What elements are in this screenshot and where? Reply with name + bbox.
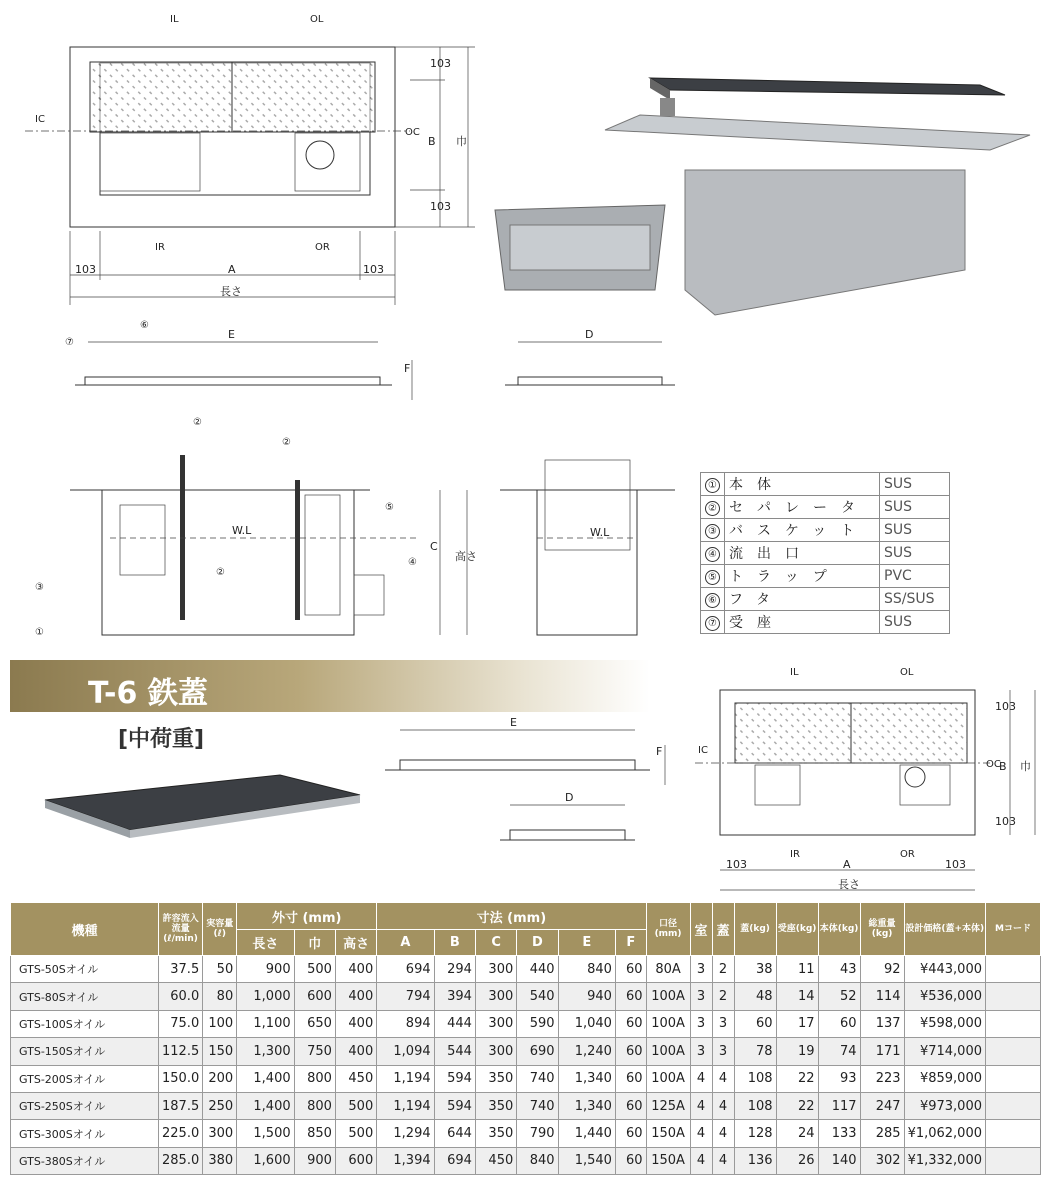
- parts-row: [701, 611, 950, 634]
- spec-cell: 100A: [646, 1010, 690, 1037]
- spec-cell: 1,394: [377, 1147, 434, 1174]
- callout-5: ⑤: [385, 502, 394, 513]
- spec-row: [11, 983, 1041, 1010]
- banner-title: T-6 鉄蓋: [88, 676, 208, 711]
- part-name: 受座: [725, 611, 880, 634]
- plan-view-top: [20, 5, 490, 305]
- spec-cell: 350: [475, 1120, 516, 1147]
- spec-cell: 1,294: [377, 1120, 434, 1147]
- model-cell: GTS-150Sオイル: [11, 1038, 159, 1065]
- spec-cell: 594: [434, 1065, 475, 1092]
- spec-cell: 24: [776, 1120, 818, 1147]
- th-seat-kg: 受座(kg): [776, 903, 818, 956]
- spec-cell: 92: [860, 956, 904, 983]
- dim-length: 長さ: [220, 285, 242, 298]
- spec-cell: 60: [615, 1065, 646, 1092]
- spec-cell: 80: [203, 983, 237, 1010]
- spec-cell: 300: [203, 1120, 237, 1147]
- spec-cell: 794: [377, 983, 434, 1010]
- dim-b-lower: B: [999, 760, 1007, 773]
- dim-a: A: [228, 263, 236, 276]
- spec-cell: [986, 956, 1041, 983]
- dim-d-top: D: [585, 328, 594, 341]
- spec-cell: 60: [615, 983, 646, 1010]
- part-number: ④: [705, 547, 720, 562]
- section-view-short: [495, 455, 685, 640]
- parts-row: [701, 565, 950, 588]
- spec-cell: 790: [517, 1120, 558, 1147]
- th-a: A: [377, 930, 434, 956]
- spec-cell: 840: [558, 956, 615, 983]
- spec-cell: 594: [434, 1092, 475, 1119]
- th-body-kg: 本体(kg): [818, 903, 860, 956]
- product-photo: [485, 60, 1045, 320]
- label-wl-short: W.L: [590, 526, 610, 539]
- spec-cell: [986, 983, 1041, 1010]
- th-total-kg: 総重量(kg): [860, 903, 904, 956]
- dim-f-lid: F: [656, 745, 663, 758]
- label-ir-lower: IR: [790, 849, 800, 860]
- spec-cell: 1,194: [377, 1065, 434, 1092]
- spec-row: [11, 956, 1041, 983]
- spec-cell: 2: [712, 983, 734, 1010]
- spec-cell: 136: [734, 1147, 776, 1174]
- th-bore: 口径(mm): [646, 903, 690, 956]
- spec-cell: ¥859,000: [904, 1065, 985, 1092]
- part-number: ⑤: [705, 570, 720, 585]
- spec-cell: 4: [690, 1092, 712, 1119]
- label-wl-long: W.L: [232, 524, 252, 537]
- spec-cell: 3: [690, 956, 712, 983]
- spec-cell: 140: [818, 1147, 860, 1174]
- dim-103-top: 103: [430, 57, 451, 70]
- spec-cell: 26: [776, 1147, 818, 1174]
- spec-cell: 894: [377, 1010, 434, 1037]
- model-cell: GTS-380Sオイル: [11, 1147, 159, 1174]
- spec-cell: 171: [860, 1038, 904, 1065]
- callout-3: ③: [35, 582, 44, 593]
- spec-cell: 150A: [646, 1120, 690, 1147]
- dim-b: B: [428, 135, 436, 148]
- spec-cell: 850: [294, 1120, 335, 1147]
- spec-cell: 694: [434, 1147, 475, 1174]
- callout-6: ⑥: [140, 320, 149, 331]
- part-number: ②: [705, 501, 720, 516]
- spec-cell: 4: [712, 1120, 734, 1147]
- spec-cell: 400: [335, 983, 376, 1010]
- th-capacity: 実容量(ℓ): [203, 903, 237, 956]
- dim-f: F: [404, 362, 411, 375]
- label-ol: OL: [310, 14, 324, 25]
- th-lid-count: 蓋: [712, 903, 734, 956]
- spec-cell: 38: [734, 956, 776, 983]
- spec-cell: 500: [335, 1092, 376, 1119]
- spec-cell: 19: [776, 1038, 818, 1065]
- spec-cell: 60: [615, 1120, 646, 1147]
- spec-row: [11, 1038, 1041, 1065]
- spec-cell: 400: [335, 956, 376, 983]
- spec-cell: 128: [734, 1120, 776, 1147]
- model-cell: GTS-80Sオイル: [11, 983, 159, 1010]
- th-d: D: [517, 930, 558, 956]
- spec-cell: 1,240: [558, 1038, 615, 1065]
- spec-cell: [986, 1065, 1041, 1092]
- spec-cell: 14: [776, 983, 818, 1010]
- part-material: SUS: [880, 611, 950, 634]
- spec-cell: 48: [734, 983, 776, 1010]
- part-number: ③: [705, 524, 720, 539]
- spec-cell: 900: [237, 956, 294, 983]
- spec-cell: 4: [712, 1065, 734, 1092]
- spec-cell: 800: [294, 1065, 335, 1092]
- spec-cell: 125A: [646, 1092, 690, 1119]
- spec-cell: ¥536,000: [904, 983, 985, 1010]
- spec-cell: 60: [615, 1038, 646, 1065]
- spec-cell: 223: [860, 1065, 904, 1092]
- spec-cell: ¥1,332,000: [904, 1147, 985, 1174]
- part-material: SUS: [880, 542, 950, 565]
- spec-cell: 380: [203, 1147, 237, 1174]
- spec-cell: 400: [335, 1038, 376, 1065]
- spec-cell: 3: [690, 1038, 712, 1065]
- label-oc: OC: [405, 127, 420, 138]
- dim-e-top: E: [228, 328, 235, 341]
- spec-cell: 17: [776, 1010, 818, 1037]
- spec-cell: ¥598,000: [904, 1010, 985, 1037]
- parts-row: [701, 588, 950, 611]
- model-cell: GTS-50Sオイル: [11, 956, 159, 983]
- spec-cell: 22: [776, 1065, 818, 1092]
- spec-cell: 940: [558, 983, 615, 1010]
- spec-cell: 4: [712, 1092, 734, 1119]
- spec-cell: 60: [615, 1010, 646, 1037]
- spec-cell: 1,600: [237, 1147, 294, 1174]
- side-view-d: [500, 320, 690, 410]
- spec-cell: 150A: [646, 1147, 690, 1174]
- dim-103-right: 103: [363, 263, 384, 276]
- dim-width: 巾: [456, 135, 467, 148]
- spec-cell: ¥443,000: [904, 956, 985, 983]
- spec-cell: 750: [294, 1038, 335, 1065]
- part-material: SUS: [880, 496, 950, 519]
- spec-cell: 60: [615, 956, 646, 983]
- spec-cell: 150: [203, 1038, 237, 1065]
- spec-cell: 300: [475, 983, 516, 1010]
- spec-cell: 117: [818, 1092, 860, 1119]
- spec-cell: 52: [818, 983, 860, 1010]
- spec-cell: 3: [690, 1010, 712, 1037]
- dim-d-lid: D: [565, 791, 574, 804]
- spec-row: [11, 1147, 1041, 1174]
- spec-cell: ¥973,000: [904, 1092, 985, 1119]
- spec-cell: 1,540: [558, 1147, 615, 1174]
- spec-cell: 108: [734, 1092, 776, 1119]
- part-material: SUS: [880, 519, 950, 542]
- spec-cell: 78: [734, 1038, 776, 1065]
- spec-cell: 1,094: [377, 1038, 434, 1065]
- model-cell: GTS-300Sオイル: [11, 1120, 159, 1147]
- spec-cell: 590: [517, 1010, 558, 1037]
- spec-cell: 394: [434, 983, 475, 1010]
- spec-cell: 690: [517, 1038, 558, 1065]
- parts-row: [701, 519, 950, 542]
- lid-view-e: [380, 715, 680, 795]
- spec-cell: 80A: [646, 956, 690, 983]
- parts-row: [701, 496, 950, 519]
- spec-cell: 350: [475, 1065, 516, 1092]
- dim-103-bottom: 103: [430, 200, 451, 213]
- dim-e-lid: E: [510, 716, 517, 729]
- dim-c: C: [430, 540, 438, 553]
- spec-cell: 11: [776, 956, 818, 983]
- spec-cell: 108: [734, 1065, 776, 1092]
- section-view-long: [30, 410, 480, 640]
- spec-cell: 285: [860, 1120, 904, 1147]
- spec-cell: 400: [335, 1010, 376, 1037]
- parts-row: [701, 542, 950, 565]
- dim-a-lower: A: [843, 858, 851, 871]
- spec-cell: 440: [517, 956, 558, 983]
- spec-cell: 300: [475, 1038, 516, 1065]
- spec-cell: [986, 1120, 1041, 1147]
- spec-cell: 294: [434, 956, 475, 983]
- spec-cell: 450: [475, 1147, 516, 1174]
- dim-103-lower-right: 103: [945, 858, 966, 871]
- callout-2c: ②: [216, 567, 225, 578]
- model-cell: GTS-250Sオイル: [11, 1092, 159, 1119]
- dim-height: 高さ: [455, 550, 477, 563]
- spec-cell: 1,340: [558, 1092, 615, 1119]
- plan-view-lower: [690, 655, 1045, 900]
- th-outer-l: 長さ: [237, 930, 294, 956]
- spec-row: [11, 1065, 1041, 1092]
- side-view-e: [60, 320, 440, 410]
- model-cell: GTS-200Sオイル: [11, 1065, 159, 1092]
- dim-103-lower-bottom: 103: [995, 815, 1016, 828]
- part-name: 本体: [725, 473, 880, 496]
- dim-length-lower: 長さ: [838, 878, 860, 891]
- th-price: 設計価格(蓋+本体): [904, 903, 985, 956]
- label-ir: IR: [155, 242, 165, 253]
- spec-cell: 247: [860, 1092, 904, 1119]
- dim-103-lower-left: 103: [726, 858, 747, 871]
- spec-row: [11, 1092, 1041, 1119]
- part-number: ①: [705, 478, 720, 493]
- spec-cell: 300: [475, 1010, 516, 1037]
- label-or-lower: OR: [900, 849, 915, 860]
- part-name: トラップ: [725, 565, 880, 588]
- spec-cell: 112.5: [159, 1038, 203, 1065]
- callout-2a: ②: [193, 417, 202, 428]
- th-outer: 外寸 (mm): [237, 903, 377, 930]
- label-or: OR: [315, 242, 330, 253]
- part-name: バスケット: [725, 519, 880, 542]
- spec-cell: 1,000: [237, 983, 294, 1010]
- spec-cell: 600: [335, 1147, 376, 1174]
- spec-cell: 200: [203, 1065, 237, 1092]
- spec-cell: 1,340: [558, 1065, 615, 1092]
- spec-cell: 1,400: [237, 1092, 294, 1119]
- spec-cell: 302: [860, 1147, 904, 1174]
- spec-cell: 60: [615, 1147, 646, 1174]
- parts-row: [701, 473, 950, 496]
- spec-cell: 540: [517, 983, 558, 1010]
- spec-cell: 74: [818, 1038, 860, 1065]
- spec-cell: [986, 1147, 1041, 1174]
- spec-cell: 4: [712, 1147, 734, 1174]
- th-e: E: [558, 930, 615, 956]
- spec-cell: 740: [517, 1092, 558, 1119]
- label-il: IL: [170, 14, 179, 25]
- callout-4: ④: [408, 557, 417, 568]
- part-material: PVC: [880, 565, 950, 588]
- th-outer-w: 巾: [294, 930, 335, 956]
- spec-cell: [986, 1010, 1041, 1037]
- spec-cell: 60.0: [159, 983, 203, 1010]
- part-number: ⑦: [705, 616, 720, 631]
- spec-cell: 694: [377, 956, 434, 983]
- part-name: フタ: [725, 588, 880, 611]
- spec-cell: 800: [294, 1092, 335, 1119]
- spec-cell: 2: [712, 956, 734, 983]
- dim-103-left: 103: [75, 263, 96, 276]
- spec-cell: 225.0: [159, 1120, 203, 1147]
- spec-cell: 500: [335, 1120, 376, 1147]
- spec-row: [11, 1010, 1041, 1037]
- th-f: F: [615, 930, 646, 956]
- th-b: B: [434, 930, 475, 956]
- section-banner: [10, 660, 650, 712]
- spec-cell: 60: [615, 1092, 646, 1119]
- callout-2b: ②: [282, 437, 291, 448]
- spec-cell: 114: [860, 983, 904, 1010]
- th-mcode: Mコード: [986, 903, 1041, 956]
- spec-cell: 600: [294, 983, 335, 1010]
- load-class: [中荷重]: [118, 727, 205, 752]
- label-oc-lower: OC: [986, 759, 1001, 770]
- label-ic-lower: IC: [698, 745, 708, 756]
- spec-cell: 22: [776, 1092, 818, 1119]
- spec-cell: 100: [203, 1010, 237, 1037]
- spec-cell: 100A: [646, 1038, 690, 1065]
- lid-photo: [40, 770, 370, 860]
- spec-cell: 3: [712, 1010, 734, 1037]
- spec-cell: 133: [818, 1120, 860, 1147]
- spec-cell: 187.5: [159, 1092, 203, 1119]
- spec-cell: 60: [734, 1010, 776, 1037]
- spec-cell: 1,440: [558, 1120, 615, 1147]
- spec-cell: 4: [690, 1147, 712, 1174]
- spec-table: [10, 902, 1041, 1175]
- callout-7: ⑦: [65, 337, 74, 348]
- spec-cell: 1,194: [377, 1092, 434, 1119]
- th-lid-kg: 蓋(kg): [734, 903, 776, 956]
- spec-cell: 43: [818, 956, 860, 983]
- dim-103-lower-top: 103: [995, 700, 1016, 713]
- spec-cell: 4: [690, 1120, 712, 1147]
- spec-cell: 1,400: [237, 1065, 294, 1092]
- spec-cell: 300: [475, 956, 516, 983]
- spec-cell: 350: [475, 1092, 516, 1119]
- spec-cell: 500: [294, 956, 335, 983]
- part-number: ⑥: [705, 593, 720, 608]
- spec-cell: ¥714,000: [904, 1038, 985, 1065]
- spec-cell: 60: [818, 1010, 860, 1037]
- spec-cell: 840: [517, 1147, 558, 1174]
- spec-cell: 50: [203, 956, 237, 983]
- dim-width-lower: 巾: [1020, 760, 1031, 773]
- spec-cell: [986, 1092, 1041, 1119]
- spec-cell: [986, 1038, 1041, 1065]
- part-material: SS/SUS: [880, 588, 950, 611]
- spec-cell: ¥1,062,000: [904, 1120, 985, 1147]
- spec-cell: 450: [335, 1065, 376, 1092]
- callout-1: ①: [35, 627, 44, 638]
- spec-cell: 250: [203, 1092, 237, 1119]
- spec-cell: 1,040: [558, 1010, 615, 1037]
- spec-cell: 75.0: [159, 1010, 203, 1037]
- model-cell: GTS-100Sオイル: [11, 1010, 159, 1037]
- spec-cell: 1,500: [237, 1120, 294, 1147]
- spec-cell: 100A: [646, 1065, 690, 1092]
- lid-view-d: [495, 790, 645, 850]
- spec-cell: 137: [860, 1010, 904, 1037]
- spec-cell: 37.5: [159, 956, 203, 983]
- th-c: C: [475, 930, 516, 956]
- spec-cell: 444: [434, 1010, 475, 1037]
- spec-cell: 93: [818, 1065, 860, 1092]
- parts-list: [700, 472, 950, 634]
- label-il-lower: IL: [790, 667, 799, 678]
- spec-cell: 4: [690, 1065, 712, 1092]
- spec-cell: 900: [294, 1147, 335, 1174]
- part-material: SUS: [880, 473, 950, 496]
- th-model: 機種: [11, 903, 159, 956]
- spec-cell: 3: [712, 1038, 734, 1065]
- spec-row: [11, 1120, 1041, 1147]
- spec-cell: 100A: [646, 983, 690, 1010]
- spec-cell: 1,300: [237, 1038, 294, 1065]
- spec-cell: 650: [294, 1010, 335, 1037]
- th-outer-h: 高さ: [335, 930, 376, 956]
- spec-cell: 740: [517, 1065, 558, 1092]
- spec-cell: 285.0: [159, 1147, 203, 1174]
- spec-cell: 644: [434, 1120, 475, 1147]
- part-name: 流出口: [725, 542, 880, 565]
- spec-cell: 150.0: [159, 1065, 203, 1092]
- th-room: 室: [690, 903, 712, 956]
- spec-cell: 1,100: [237, 1010, 294, 1037]
- spec-cell: 544: [434, 1038, 475, 1065]
- th-flow: 許容流入流量(ℓ/min): [159, 903, 203, 956]
- part-name: セパレータ: [725, 496, 880, 519]
- spec-cell: 3: [690, 983, 712, 1010]
- label-ol-lower: OL: [900, 667, 914, 678]
- label-ic: IC: [35, 114, 45, 125]
- th-dims: 寸法 (mm): [377, 903, 646, 930]
